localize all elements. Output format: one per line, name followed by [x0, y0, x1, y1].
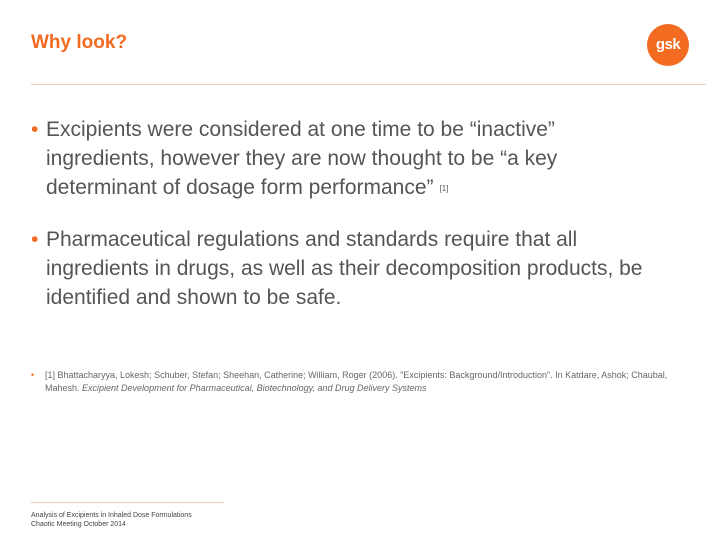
- reference-plain: [1] Bhattacharyya, Lokesh; Schuber, Stefan; Sheehan, Catherine; William, Roger (2006). "Excipients: Background/Introduction". In Katdare, Ashok; Chaubal, Mahesh.: [45, 370, 668, 393]
- gsk-logo: gsk: [647, 24, 689, 66]
- footer-line-2: Chaotic Meeting October 2014: [31, 521, 126, 528]
- bullet-marker: •: [31, 370, 35, 380]
- footer-divider: [31, 502, 224, 503]
- bullet-text-2: Pharmaceutical regulations and standards require that all ingredients in drugs, as well as their decomposition products, be identified and shown to be safe.: [46, 228, 643, 309]
- citation-marker: [1]: [439, 183, 449, 193]
- bullet-text-1-body: Excipients were considered at one time to be “inactive” ingredients, however they are now thought to be “a key determinant of dosage form performance”: [46, 118, 558, 199]
- bullet-item-2: [31, 225, 661, 312]
- slide-title: Why look?: [31, 32, 128, 53]
- reference-note: [31, 369, 691, 395]
- footer-line-1: Analysis of Excipients in Inhaled Dose Formulations: [31, 512, 192, 519]
- header-divider: [31, 84, 706, 85]
- footer: [31, 511, 192, 529]
- bullet-item-1: [31, 115, 651, 203]
- bullet-marker: •: [31, 228, 39, 251]
- bullet-text-1: [31, 115, 651, 203]
- bullet-marker: •: [31, 118, 39, 141]
- reference-text: [31, 369, 691, 395]
- reference-book-title: Excipient Development for Pharmaceutical, Biotechnology, and Drug Delivery Systems: [82, 383, 427, 393]
